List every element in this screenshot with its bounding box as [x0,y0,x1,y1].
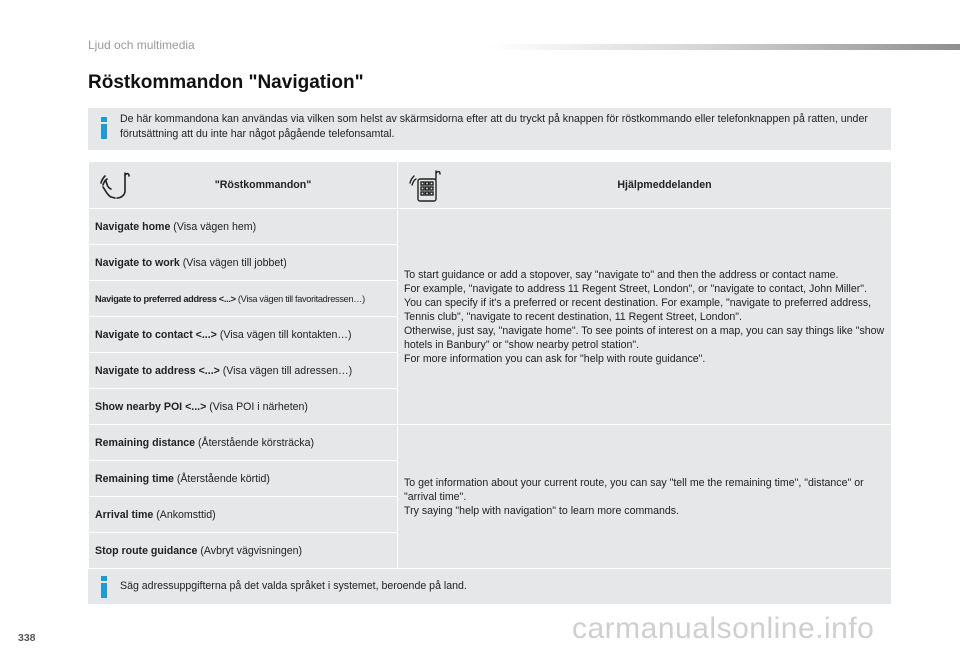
command-translation: (Visa POI i närheten) [206,400,308,413]
info-box-bottom [88,569,891,604]
col-header-help-label: Hjälpmeddelanden [617,179,712,191]
watermark: carmanualsonline.info [572,612,875,645]
info-icon [98,576,114,598]
command-name: Arrival time [95,508,154,521]
command-cell [89,281,398,317]
command-name: Show nearby POI <...> [95,400,207,413]
command-cell [89,353,398,389]
command-translation: (Visa vägen till adressen…) [219,364,353,377]
command-name: Navigate home [95,220,171,233]
command-name: Navigate to contact <...> [95,328,217,341]
table-row [89,209,892,245]
help-line: To start guidance or add a stopover, say "navigate to" and then the address or contact name. [404,268,839,281]
page-number: 338 [18,632,36,644]
table-row [89,425,892,461]
command-translation: (Visa vägen till favoritadressen…) [235,293,365,304]
command-name: Navigate to address <...> [95,364,220,377]
help-line: To get information about your current route, you can say "tell me the remaining time", "distance" or "arrival time". [404,476,864,503]
section-label: Ljud och multimedia [88,38,195,52]
page-title: Röstkommandon "Navigation" [88,72,364,93]
help-cell-route-info [398,425,892,569]
command-cell [89,497,398,533]
table-header-row [89,162,892,209]
command-translation: (Visa vägen hem) [170,220,257,233]
command-cell [89,209,398,245]
info-text-top: De här kommandona kan användas via vilken som helst av skärmsidorna efter att du tryckt på knappen för röstkommando eller telefonknappen på ratten, under förutsättning att du inte har något pågående telefonsamtal. [120,113,868,140]
info-text-bottom: Säg adressuppgifterna på det valda språket i systemet, beroende på land. [120,580,467,592]
command-translation: (Ankomsttid) [153,508,216,521]
help-line: For more information you can ask for "help with route guidance". [404,352,706,365]
phone-keypad-hand-icon [408,167,444,203]
info-icon [98,117,114,139]
command-cell [89,461,398,497]
help-cell-navigation [398,209,892,425]
help-line: Try saying "help with navigation" to learn more commands. [404,504,680,517]
command-translation: (Återstående körsträcka) [195,436,315,449]
col-header-help [398,162,892,209]
help-line: For example, "navigate to address 11 Regent Street, London", or "navigate to contact, John Miller". [404,282,867,295]
header-gradient-bar [488,44,960,50]
command-translation: (Visa vägen till jobbet) [179,256,287,269]
command-translation: (Visa vägen till kontakten…) [216,328,352,341]
voice-command-hand-icon [99,167,135,203]
command-cell [89,389,398,425]
command-cell [89,317,398,353]
command-name: Navigate to preferred address <...> [95,293,236,304]
voice-command-table [88,161,892,569]
info-box-top [88,108,891,150]
col-header-commands [89,162,398,209]
command-cell [89,245,398,281]
command-translation: (Avbryt vägvisningen) [197,544,303,557]
command-cell [89,533,398,569]
command-name: Navigate to work [95,256,180,269]
col-header-commands-label: "Röstkommandon" [214,179,312,191]
help-line: You can specify if it's a preferred or recent destination. For example, "navigate to preferred address, Tennis club", "navigate to recent destination, 11 Regent Street, London". [404,296,872,323]
command-name: Remaining distance [95,436,196,449]
command-translation: (Återstående körtid) [173,472,270,485]
command-cell [89,425,398,461]
command-name: Remaining time [95,472,174,485]
help-line: Otherwise, just say, "navigate home". To see points of interest on a map, you can say things like "show hotels in Banbury" or "show nearby petrol station". [404,324,885,351]
command-name: Stop route guidance [95,544,198,557]
